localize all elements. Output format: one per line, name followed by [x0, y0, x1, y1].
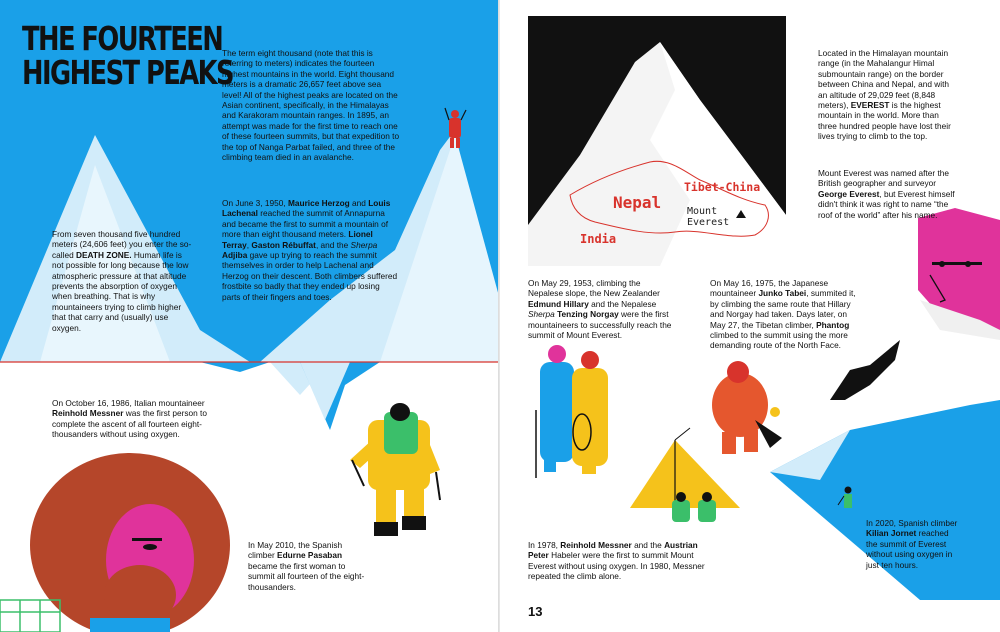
- map-label-tibet-china: Tibet-China: [684, 180, 761, 194]
- hillary-paragraph: On May 29, 1953, climbing the Nepalese slope, the New Zealander Edmund Hillary and the Nepalese Sherpa Tenzing Norgay were the first mountaineers to successfully reach the summit of Mount Everest.: [528, 278, 672, 341]
- name-lionel-terray: Lionel Terray: [222, 229, 373, 250]
- title-line-1: THE FOURTEEN: [22, 19, 223, 58]
- name-louis-lachenal: Louis Lachenal: [222, 198, 391, 219]
- name-kilian-jornet: Kilian Jornet: [866, 528, 917, 539]
- name-reinhold-messner: Reinhold Messner: [52, 408, 124, 419]
- name-george-everest: George Everest: [818, 188, 880, 199]
- name-phantog: Phantog: [816, 319, 850, 330]
- map-label-mount-everest: Mount Everest: [687, 206, 730, 228]
- tabei-figure: [712, 361, 782, 454]
- annapurna-paragraph: On June 3, 1950, Maurice Herzog and Louis Lachenal reached the summit of Annapurna and became the first to summit a mountain of more than eight thousand meters. Lionel Terray, Gaston Rébuffat, and the Sherpa Adjiba gave up trying to reach the summit themselves in order to help Lachenal and Herzog on their descent. Both climbers suffered frostbite so badly that they ended up losing parts of their fingers and toes.: [222, 198, 398, 302]
- everest-name-paragraph: Mount Everest was named after the British geographer and surveyor George Everest, but Everest himself didn't think it was right to name “the roof of the world” after his name.: [818, 168, 955, 220]
- name-edurne-pasaban: Edurne Pasaban: [277, 550, 343, 561]
- death-zone-paragraph: From seven thousand five hundred meters (24,606 feet) you enter the so-called DEATH ZONE. Human life is not possible for long because the low atmospheric pressure at that altitude prevents the absorption of oxygen when breathing. That is why mountaineers trying to climb higher that that carry and (usually) use oxygen.: [52, 229, 192, 333]
- george-everest-portrait: [918, 208, 1000, 340]
- map-label-nepal: Nepal: [613, 193, 662, 212]
- pasaban-paragraph: In May 2010, the Spanish climber Edurne Pasaban became the first woman to summit all fourteen of the eight-thousanders.: [248, 540, 365, 592]
- page-title: [22, 19, 234, 92]
- jornet-paragraph: In 2020, Spanish climber Kilian Jornet reached the summit of Everest without using oxygen in just ten hours.: [866, 518, 958, 570]
- title-line-2: HIGHEST PEAKS: [22, 53, 234, 92]
- name-maurice-herzog: Maurice Herzog: [287, 198, 350, 208]
- right-page: [500, 0, 1000, 632]
- messner-habeler-paragraph: In 1978, Reinhold Messner and the Austrian Peter Habeler were the first to summit Mount Everest without using oxygen. In 1980, Messner repeated the climb alone.: [528, 540, 705, 582]
- everest-term: EVEREST: [850, 100, 890, 111]
- hillary-norgay-figures: [536, 345, 608, 478]
- tabei-paragraph: On May 16, 1975, the Japanese mountaineer Junko Tabei, summited it, by climbing the same route that Hillary and Norgay had taken. Days later, on May 27, the Tibetan climber, Phantog climbed to the summit using the more demanding route of the North Face.: [710, 278, 856, 351]
- messner-portrait: [0, 453, 230, 632]
- name-edmund-hillary: Edmund Hillary: [528, 298, 589, 309]
- page-number: 13: [528, 604, 543, 619]
- messner-paragraph: On October 16, 1986, Italian mountaineer Reinhold Messner was the first person to complete the ascent of all fourteen eight-thousanders without using oxygen.: [52, 398, 207, 440]
- blue-foothill: [200, 362, 270, 372]
- name-tenzing-norgay: Tenzing Norgay: [557, 309, 619, 320]
- yellow-climber: [350, 403, 440, 536]
- name-peter-habeler: Austrian Peter: [528, 540, 698, 561]
- map-label-india: India: [580, 232, 617, 246]
- name-junko-tabei: Junko Tabei: [758, 288, 807, 299]
- everest-intro-paragraph: Located in the Himalayan mountain range (in the Mahalangur Himal submountain range) on the border between China and Nepal, and with an altitude of 29,029 feet (8,848 meters), EVEREST is the highest mountain in the world. More than three hundred people have lost their lives trying to climb to the top.: [818, 48, 951, 142]
- name-reinhold-messner-2: Reinhold Messner: [560, 540, 632, 550]
- name-gaston-rebuffat: Gaston Rébuffat: [251, 239, 316, 250]
- death-zone-term: DEATH ZONE.: [75, 249, 132, 260]
- name-adjiba: Adjiba: [222, 250, 248, 261]
- intro-paragraph: The term eight thousand (note that this is referring to meters) indicates the fourteen highest mountains in the world. Eight thousand meters is a dramatic 26,657 feet above sea level! All of the highest peaks are located on the Asian continent, specifically, in the Himalayas and Karakoram mountain ranges. In 1895, an attempt was made for the first time to reach one of these fourteen summits, but that expedition to the top of Nanga Parbat failed, and three of the climbing team died in an avalanche.: [222, 48, 400, 163]
